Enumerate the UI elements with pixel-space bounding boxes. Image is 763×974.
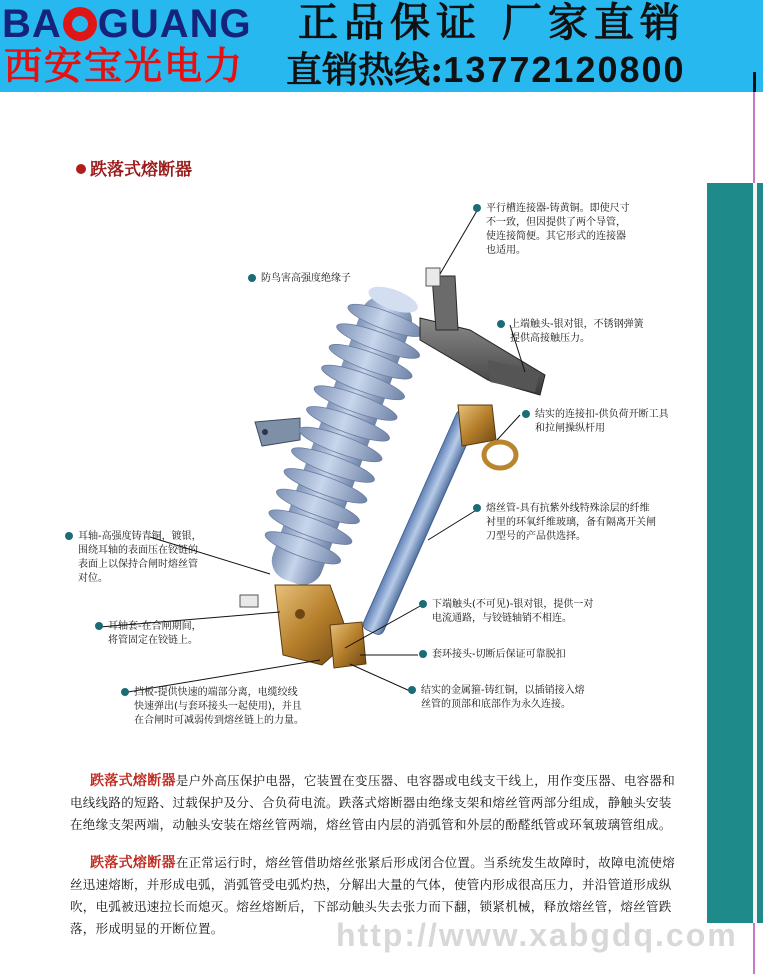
description-paragraph-1	[70, 770, 680, 836]
callout-baffle	[134, 686, 304, 728]
mounting-bracket	[255, 418, 300, 446]
callout-trunnion	[78, 530, 202, 586]
callout-line: 对位。	[78, 573, 108, 584]
callout-bullet-icon	[65, 532, 73, 540]
section-title-text: 跌落式熔断器	[90, 160, 192, 180]
website-url-watermark: http://www.xabgdq.com	[336, 917, 738, 953]
callout-upper-contact	[510, 318, 644, 346]
callout-connector	[486, 202, 630, 258]
callout-line: 表面上以保持合闸时熔丝管	[78, 559, 198, 570]
callout-line: 结实的连接扣-供负荷开断工具	[535, 409, 669, 420]
callout-line: 下端触头(不可见)-银对银，提供一对	[432, 599, 594, 610]
callout-insulator	[261, 272, 351, 286]
callout-lower-contact	[432, 598, 593, 626]
callout-bullet-icon	[473, 204, 481, 212]
callout-line: 熔丝管-具有抗紫外线特殊涂层的纤维	[486, 503, 650, 514]
callout-bullet-icon	[522, 410, 530, 418]
callout-line: 围绕耳轴的表面压在铰链的	[78, 545, 198, 556]
callout-line: 使连接简便。其它形式的连接器	[486, 231, 626, 242]
paragraph-text: 在正常运行时，熔丝管借助熔丝张紧后形成闭合位置。当系统发生故障时，故障电流使熔丝迅速熔断，并形成电弧，消弧管受电弧灼热，分解出大量的气体，使管内形成很高压力，并沿管道形成纵吹，电弧被迅速拉长而熄灭。熔丝熔断后，下部动触头失去张力而下翻，锁紧机械，释放熔丝管，熔丝管跌落，形成明显的开断位置。	[70, 855, 676, 936]
lower-hinge	[240, 585, 366, 668]
slogan: 正品保证 厂家直销	[298, 0, 686, 46]
callout-bullet-icon	[121, 688, 129, 696]
brand-name-cn: 西安宝光电力	[4, 43, 245, 88]
callout-line: 套环接头-切断后保证可靠脱扣	[432, 649, 566, 660]
term-highlight: 跌落式熔断器	[90, 855, 176, 871]
callout-metal-ferrule	[421, 684, 585, 712]
callout-line: 防鸟害高强度绝缘子	[261, 273, 351, 284]
hotline-label: 直销热线:	[286, 49, 444, 91]
callout-line: 快速弹出(与套环接头一起使用)，并且	[134, 701, 302, 712]
callout-fuse-tube	[486, 502, 656, 544]
callout-bullet-icon	[95, 622, 103, 630]
callout-line: 上端触头-银对银，不锈钢弹簧	[510, 319, 644, 330]
callout-line: 平行槽连接器-铸黄铜。即使尺寸	[486, 203, 630, 214]
callout-bullet-icon	[419, 600, 427, 608]
hotline-number: 13772120800	[443, 49, 686, 90]
callout-line: 耳轴-高强度铸青铜，镀银，	[78, 531, 202, 542]
callout-line: 电流通路，与铰链轴销不相连。	[432, 613, 572, 624]
callout-ring-joint	[432, 648, 566, 662]
term-highlight: 跌落式熔断器	[90, 773, 176, 789]
callout-line: 挡板-提供快速的端部分离，电缆绞线	[134, 687, 298, 698]
callout-line: 也适用。	[486, 245, 526, 256]
callout-line: 将管固定在铰链上。	[108, 635, 198, 646]
callout-line: 刀型号的产品供选择。	[486, 531, 586, 542]
callout-pull-ring	[535, 408, 669, 436]
brand-en-left: BA	[2, 2, 62, 46]
callout-bullet-icon	[497, 320, 505, 328]
callout-line: 和拉闸操纵杆用	[535, 423, 605, 434]
callout-bullet-icon	[473, 504, 481, 512]
pull-ring	[458, 405, 516, 468]
callout-line: 在合闸时可减弱传到熔丝链上的力量。	[134, 715, 304, 726]
callout-line: 提供高接触压力。	[510, 333, 590, 344]
brand-en-right: GUANG	[97, 2, 252, 46]
callout-bullet-icon	[248, 274, 256, 282]
callout-bullet-icon	[408, 686, 416, 694]
callout-line: 不一致，但因提供了两个导管，	[486, 217, 626, 228]
callout-line: 丝管的顶部和底部作为永久连接。	[421, 699, 571, 710]
callout-line: 结实的金属箍-铸红铜，以插销接入熔	[421, 685, 585, 696]
callout-line: 耳轴套-在合闸期间，	[108, 621, 202, 632]
callout-bullet-icon	[419, 650, 427, 658]
callout-line: 衬里的环氧纤维玻璃，备有隔离开关闸	[486, 517, 656, 528]
paragraph-text: 是户外高压保护电器，它装置在变压器、电容器或电线支干线上，用作变压器、电容器和电线线路的短路、过载保护及分、合负荷电流。跌落式熔断器由绝缘支架和熔丝管两部分组成，静触头安装在绝缘支架两端，动触头安装在熔丝管两端，熔丝管由内层的消弧管和外层的酚醛纸管或环氧玻璃管组成。	[70, 773, 676, 832]
callout-trunnion-sleeve	[108, 620, 202, 648]
